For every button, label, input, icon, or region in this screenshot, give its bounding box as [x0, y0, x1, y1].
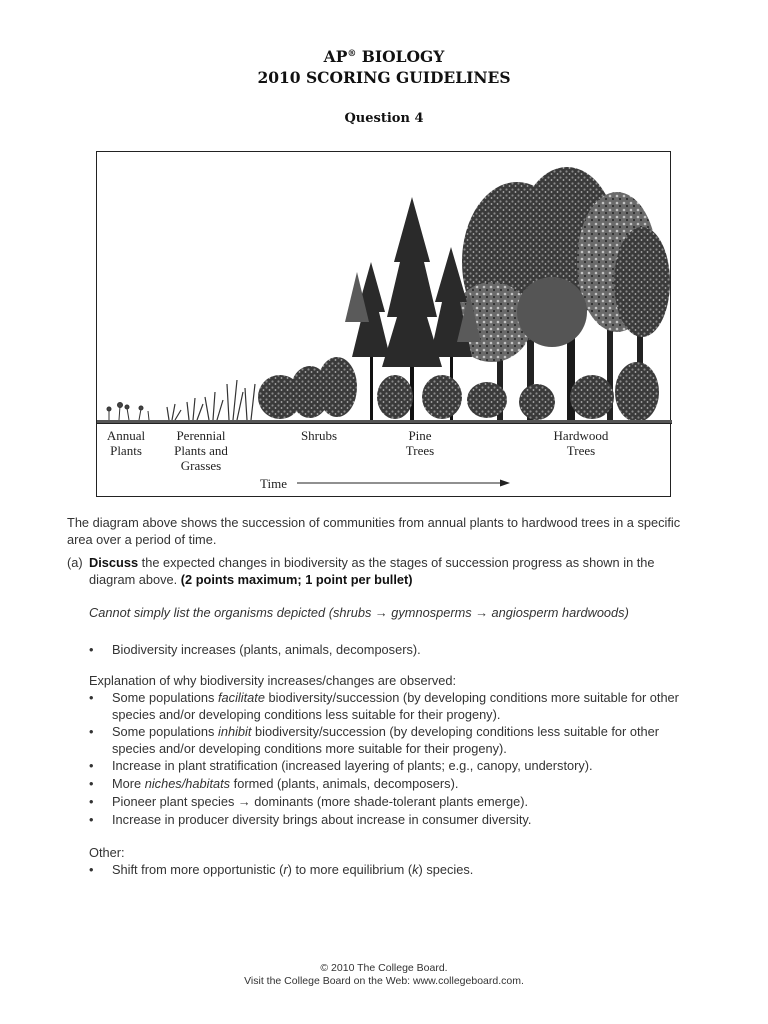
explanation-heading: Explanation of why biodiversity increases/changes are observed: [89, 673, 457, 688]
label-pine-trees: Pine Trees [405, 428, 435, 458]
part-a-verb: Discuss [89, 555, 139, 570]
ground-line [97, 420, 672, 423]
succession-diagram [96, 151, 671, 497]
label-shrubs: Shrubs [300, 428, 338, 443]
time-arrow [297, 480, 510, 487]
page-title: AP® BIOLOGY [323, 47, 445, 66]
footer-website: Visit the College Board on the Web: www.collegeboard.com. [244, 975, 524, 987]
perennial-plants [167, 380, 255, 420]
label-hardwood-trees: Hardwood Trees [553, 428, 609, 458]
footer-copyright: © 2010 The College Board. [320, 962, 448, 974]
part-a-points: (2 points maximum; 1 point per bullet) [180, 571, 413, 587]
part-a-prompt [89, 555, 689, 588]
part-a-marker: (a) [67, 555, 83, 570]
annual-plants [107, 403, 149, 421]
question-number: Question 4 [344, 111, 424, 126]
shrubs [258, 357, 659, 422]
other-heading: Other: [89, 845, 125, 860]
label-perennial-plants: Perennial Plants and Grasses [174, 428, 228, 473]
label-annual-plants: Annual Plants [106, 428, 146, 458]
pine-trees [345, 197, 481, 422]
intro-paragraph: The diagram above shows the succession of communities from annual plants to hardwood trees in a specific area over a period of time. [67, 515, 681, 547]
part-a-text: the expected changes in biodiversity as the stages of succession progress as shown in the diagram above. [89, 555, 655, 587]
scoring-note: Cannot simply list the organisms depicted (shrubs → gymnosperms → angiosperm hardwoods) [89, 605, 629, 620]
page-subtitle: 2010 SCORING GUIDELINES [257, 68, 511, 87]
label-time: Time [260, 476, 287, 491]
